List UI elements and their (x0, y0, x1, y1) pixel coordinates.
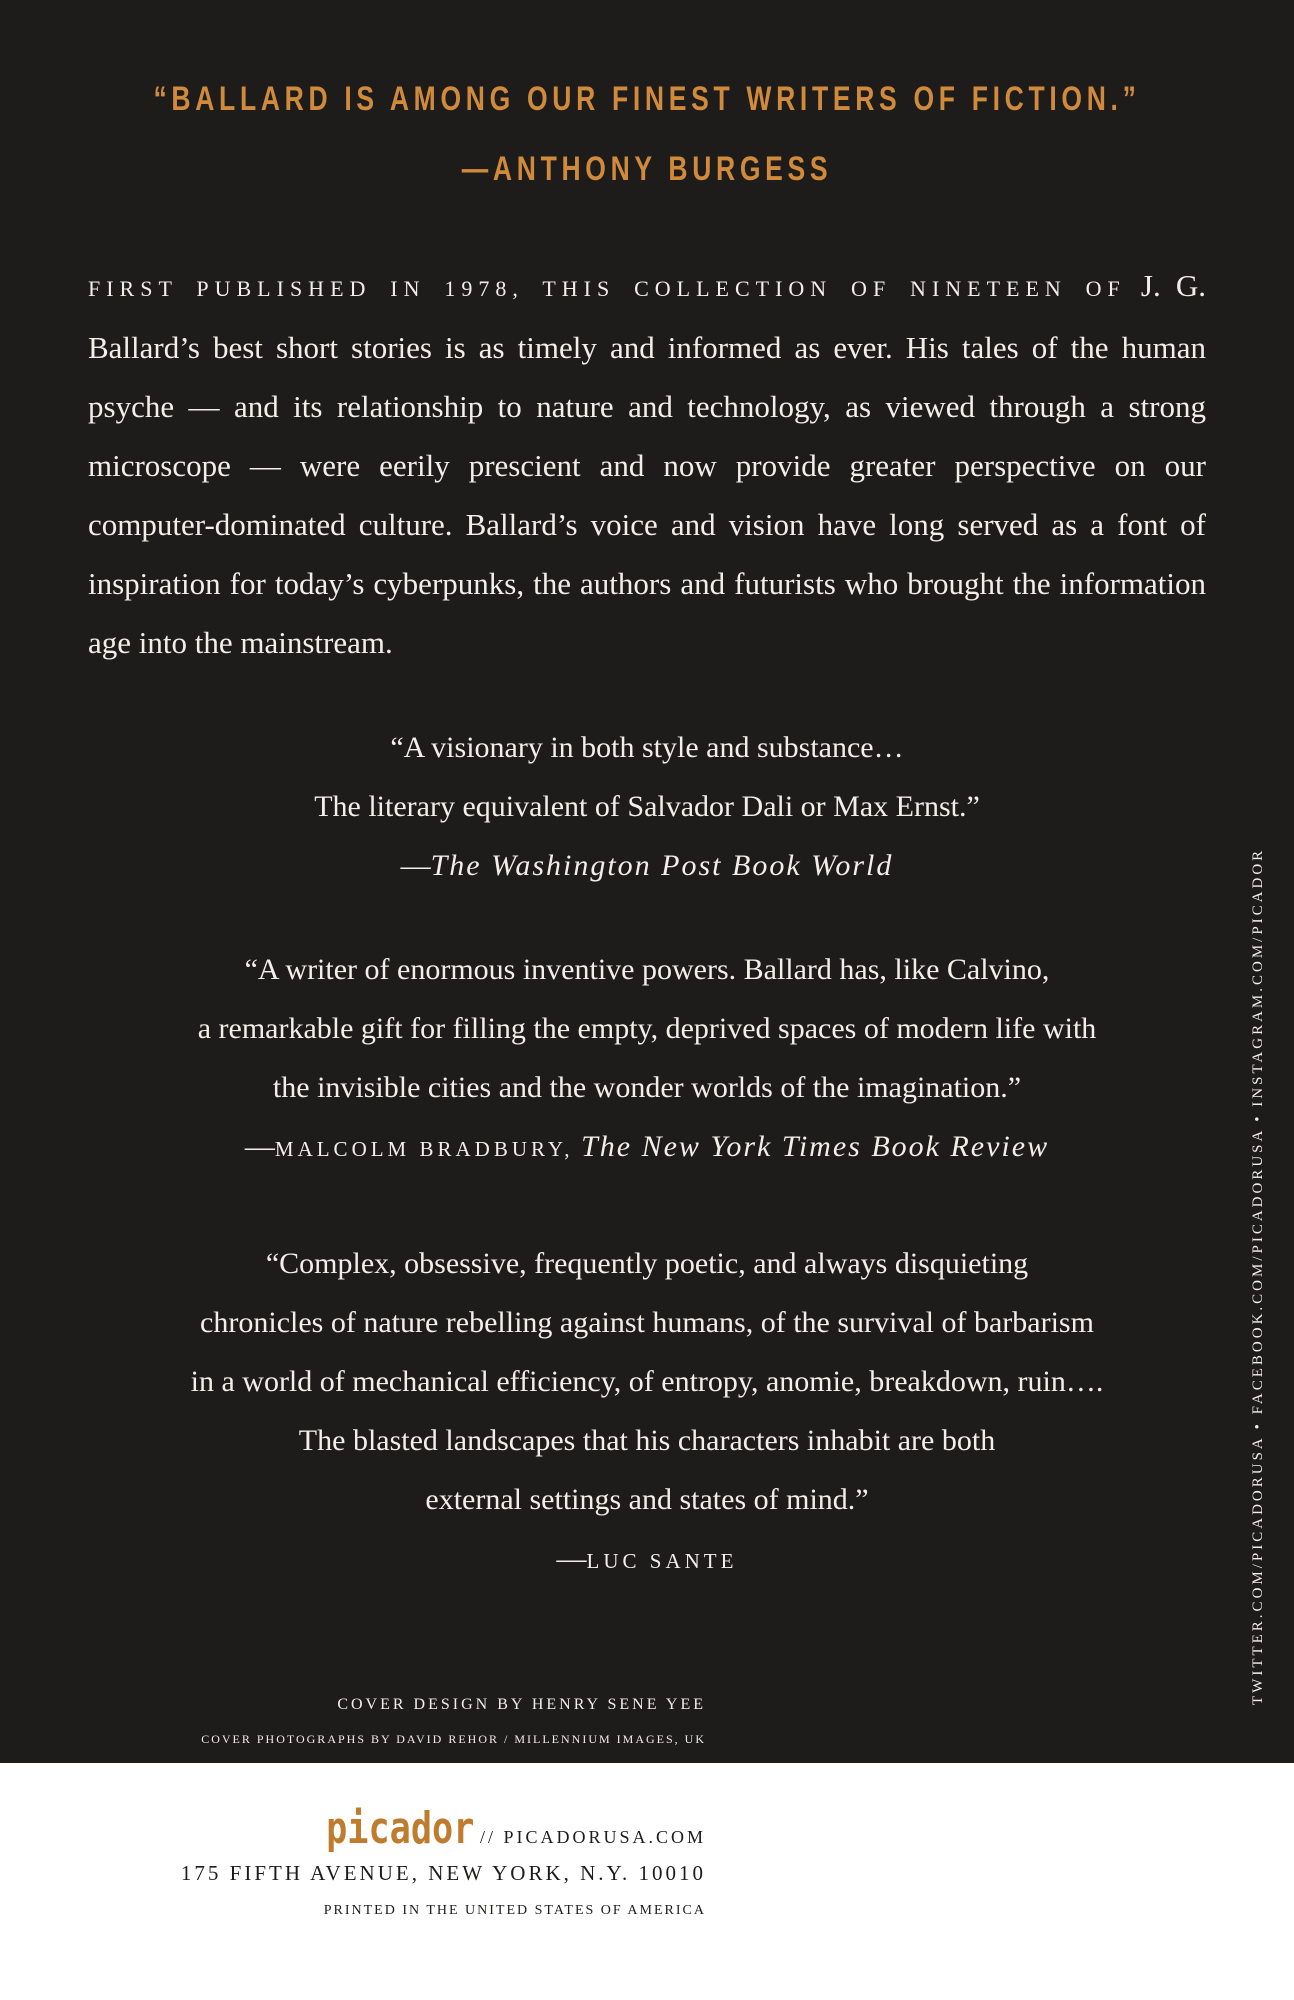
attribution-name: MALCOLM BRADBURY, (274, 1137, 574, 1161)
social-links: TWITTER.COM/PICADORUSA • FACEBOOK.COM/PICADORUSA • INSTAGRAM.COM/PICADOR (1250, 847, 1266, 1705)
blurb-line: “A visionary in both style and substance… (390, 731, 904, 764)
blurb-line: a remarkable gift for filling the empty, deprived spaces of modern life with (197, 1012, 1097, 1045)
picador-logo: picador (325, 1803, 474, 1854)
blurb-line: The literary equivalent of Salvador Dali or Max Ernst.” (314, 790, 980, 823)
blurb-washington-post (100, 718, 1194, 895)
description-body: J. G. Ballard’s best short stories is as timely and informed as ever. His tales of the human psyche — and its relationship to nature and technology, as viewed through a strong microscope — were eerily prescient and now provide greater perspective on our computer-dominated culture. Ballard’s voice and vision have long served as a font of inspiration for today’s cyberpunks, the authors and futurists who brought the information age into the mainstream. (88, 268, 1206, 660)
blurb-attribution (100, 836, 1194, 895)
cover-design-credit: COVER DESIGN BY HENRY SENE YEE (337, 1696, 706, 1713)
blurb-attribution (100, 1529, 1194, 1591)
publisher-url: // PICADORUSA.COM (479, 1827, 706, 1847)
book-description (88, 256, 1206, 672)
blurb-line: external settings and states of mind.” (425, 1483, 869, 1516)
blurb-line: “Complex, obsessive, frequently poetic, and always disquieting (265, 1247, 1029, 1280)
publisher-line (289, 1803, 706, 1854)
attribution-name: LUC SANTE (586, 1549, 738, 1573)
printed-in-notice: PRINTED IN THE UNITED STATES OF AMERICA (323, 1903, 706, 1918)
blurb-line: The blasted landscapes that his characters inhabit are both (298, 1424, 996, 1457)
blurb-line: chronicles of nature rebelling against humans, of the survival of barbarism (200, 1306, 1094, 1339)
attribution-dash: — (244, 1130, 275, 1163)
publisher-address: 175 FIFTH AVENUE, NEW YORK, N.Y. 10010 (180, 1861, 706, 1885)
blurb-sante (100, 1234, 1194, 1591)
attribution-source: The Washington Post Book World (430, 849, 894, 882)
attribution-dash: — (556, 1542, 587, 1575)
attribution-source: The New York Times Book Review (581, 1130, 1050, 1163)
headline-quote: “BALLARD IS AMONG OUR FINEST WRITERS OF FICTION.” (153, 80, 1141, 118)
publisher-block (0, 1763, 1294, 2000)
blurb-line: “A writer of enormous inventive powers. Ballard has, like Calvino, (244, 953, 1050, 986)
blurb-line: the invisible cities and the wonder worlds of the imagination.” (272, 1071, 1022, 1104)
headline-attribution: —ANTHONY BURGESS (461, 150, 833, 188)
attribution-dash: — (400, 849, 431, 882)
blurb-attribution (100, 1117, 1194, 1179)
cover-photo-credit: COVER PHOTOGRAPHS BY DAVID REHOR / MILLENNIUM IMAGES, UK (201, 1732, 706, 1746)
blurb-line: in a world of mechanical efficiency, of entropy, anomie, breakdown, ruin…. (190, 1365, 1104, 1398)
description-lead: FIRST PUBLISHED IN 1978, THIS COLLECTION OF NINETEEN OF (88, 276, 1126, 301)
blurb-bradbury (100, 940, 1194, 1179)
